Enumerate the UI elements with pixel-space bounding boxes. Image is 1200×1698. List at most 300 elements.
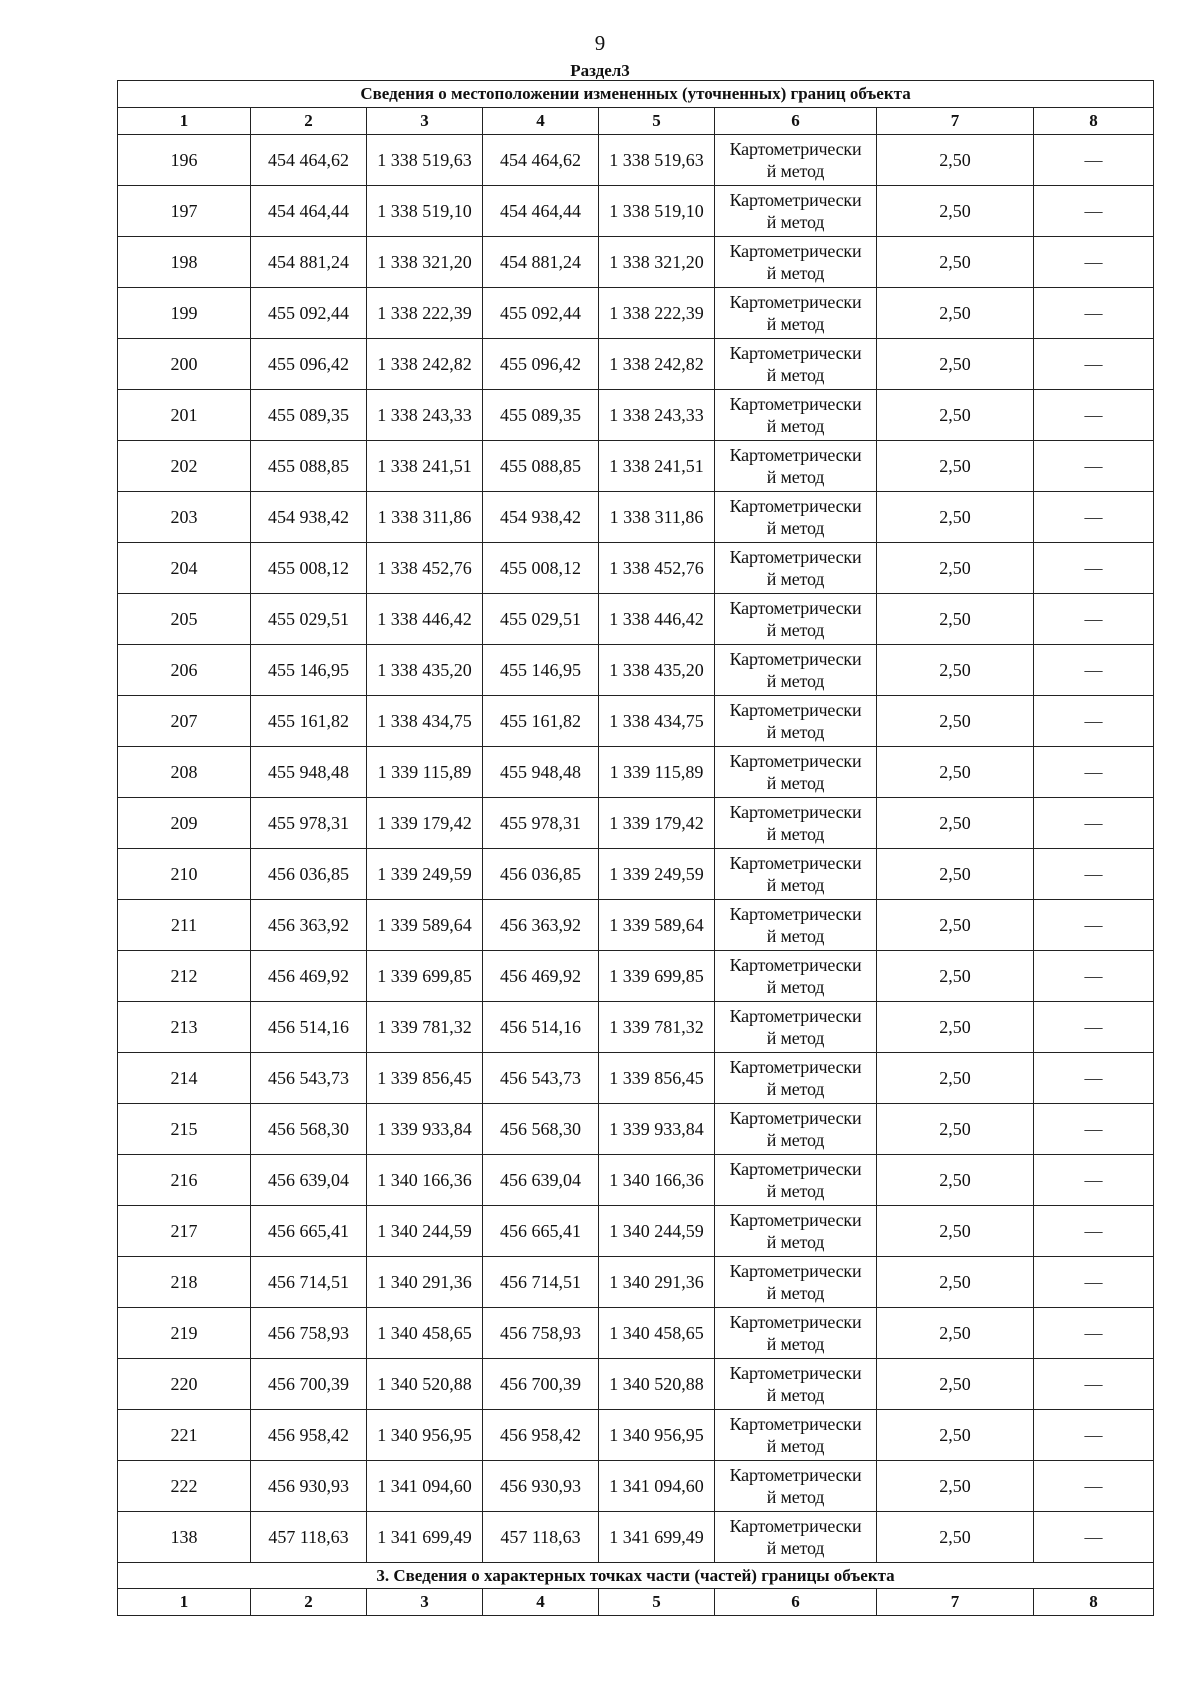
y-coordinate-cell: 1 338 452,76 xyxy=(367,543,483,594)
x-coordinate-new-cell: 455 146,95 xyxy=(483,645,599,696)
column-header: 2 xyxy=(251,1589,367,1616)
accuracy-cell: 2,50 xyxy=(877,1002,1034,1053)
method-cell xyxy=(715,135,877,186)
method-text-line: Картометрически xyxy=(729,190,862,210)
y-coordinate-cell: 1 340 291,36 xyxy=(367,1257,483,1308)
method-cell xyxy=(715,339,877,390)
note-cell: — xyxy=(1034,696,1154,747)
table-row xyxy=(118,1104,1154,1155)
method-text-line: й метод xyxy=(766,1232,825,1252)
x-coordinate-cell: 456 714,51 xyxy=(251,1257,367,1308)
y-coordinate-new-cell: 1 339 249,59 xyxy=(599,849,715,900)
table-row xyxy=(118,594,1154,645)
x-coordinate-new-cell: 455 948,48 xyxy=(483,747,599,798)
method-text-line: Картометрически xyxy=(729,598,862,618)
column-header: 7 xyxy=(877,1589,1034,1616)
method-cell xyxy=(715,1410,877,1461)
y-coordinate-new-cell: 1 340 458,65 xyxy=(599,1308,715,1359)
accuracy-cell: 2,50 xyxy=(877,288,1034,339)
method-text-line: й метод xyxy=(766,1487,825,1507)
point-number-cell: 202 xyxy=(118,441,251,492)
table-row xyxy=(118,849,1154,900)
table-row xyxy=(118,492,1154,543)
column-header: 4 xyxy=(483,1589,599,1616)
point-number-cell: 203 xyxy=(118,492,251,543)
note-cell: — xyxy=(1034,237,1154,288)
y-coordinate-cell: 1 339 856,45 xyxy=(367,1053,483,1104)
x-coordinate-new-cell: 456 758,93 xyxy=(483,1308,599,1359)
table-row xyxy=(118,1053,1154,1104)
method-cell xyxy=(715,390,877,441)
accuracy-cell: 2,50 xyxy=(877,186,1034,237)
x-coordinate-new-cell: 457 118,63 xyxy=(483,1512,599,1563)
note-cell: — xyxy=(1034,1257,1154,1308)
x-coordinate-new-cell: 456 958,42 xyxy=(483,1410,599,1461)
point-number-cell: 207 xyxy=(118,696,251,747)
table-row xyxy=(118,1410,1154,1461)
x-coordinate-cell: 456 958,42 xyxy=(251,1410,367,1461)
method-cell xyxy=(715,441,877,492)
method-text-line: Картометрически xyxy=(729,751,862,771)
y-coordinate-new-cell: 1 340 520,88 xyxy=(599,1359,715,1410)
y-coordinate-cell: 1 339 933,84 xyxy=(367,1104,483,1155)
point-number-cell: 214 xyxy=(118,1053,251,1104)
accuracy-cell: 2,50 xyxy=(877,849,1034,900)
method-text-line: й метод xyxy=(766,1436,825,1456)
subsection-header-row xyxy=(118,1589,1154,1616)
accuracy-cell: 2,50 xyxy=(877,1308,1034,1359)
method-cell xyxy=(715,1257,877,1308)
method-text-line: Картометрически xyxy=(729,955,862,975)
accuracy-cell: 2,50 xyxy=(877,645,1034,696)
note-cell: — xyxy=(1034,543,1154,594)
y-coordinate-new-cell: 1 338 434,75 xyxy=(599,696,715,747)
y-coordinate-new-cell: 1 340 166,36 xyxy=(599,1155,715,1206)
x-coordinate-new-cell: 456 543,73 xyxy=(483,1053,599,1104)
column-header: 6 xyxy=(715,1589,877,1616)
note-cell: — xyxy=(1034,390,1154,441)
point-number-cell: 196 xyxy=(118,135,251,186)
accuracy-cell: 2,50 xyxy=(877,1512,1034,1563)
point-number-cell: 197 xyxy=(118,186,251,237)
accuracy-cell: 2,50 xyxy=(877,543,1034,594)
method-cell xyxy=(715,543,877,594)
note-cell: — xyxy=(1034,1461,1154,1512)
table-row xyxy=(118,186,1154,237)
note-cell: — xyxy=(1034,1308,1154,1359)
x-coordinate-cell: 456 639,04 xyxy=(251,1155,367,1206)
y-coordinate-new-cell: 1 339 781,32 xyxy=(599,1002,715,1053)
point-number-cell: 213 xyxy=(118,1002,251,1053)
y-coordinate-cell: 1 338 446,42 xyxy=(367,594,483,645)
point-number-cell: 220 xyxy=(118,1359,251,1410)
y-coordinate-new-cell: 1 338 242,82 xyxy=(599,339,715,390)
table-row xyxy=(118,1002,1154,1053)
method-text-line: й метод xyxy=(766,161,825,181)
method-text-line: Картометрически xyxy=(729,649,862,669)
note-cell: — xyxy=(1034,900,1154,951)
column-header: 7 xyxy=(877,108,1034,135)
y-coordinate-new-cell: 1 339 856,45 xyxy=(599,1053,715,1104)
note-cell: — xyxy=(1034,594,1154,645)
column-header: 4 xyxy=(483,108,599,135)
note-cell: — xyxy=(1034,1002,1154,1053)
method-text-line: Картометрически xyxy=(729,1108,862,1128)
y-coordinate-cell: 1 338 519,10 xyxy=(367,186,483,237)
method-text-line: й метод xyxy=(766,263,825,283)
method-text-line: Картометрически xyxy=(729,547,862,567)
method-cell xyxy=(715,237,877,288)
note-cell: — xyxy=(1034,1359,1154,1410)
x-coordinate-new-cell: 456 930,93 xyxy=(483,1461,599,1512)
accuracy-cell: 2,50 xyxy=(877,441,1034,492)
y-coordinate-new-cell: 1 339 699,85 xyxy=(599,951,715,1002)
x-coordinate-new-cell: 456 665,41 xyxy=(483,1206,599,1257)
y-coordinate-new-cell: 1 339 933,84 xyxy=(599,1104,715,1155)
y-coordinate-new-cell: 1 339 179,42 xyxy=(599,798,715,849)
y-coordinate-new-cell: 1 340 291,36 xyxy=(599,1257,715,1308)
x-coordinate-cell: 455 948,48 xyxy=(251,747,367,798)
point-number-cell: 208 xyxy=(118,747,251,798)
x-coordinate-cell: 455 029,51 xyxy=(251,594,367,645)
method-text-line: Картометрически xyxy=(729,1057,862,1077)
method-cell xyxy=(715,186,877,237)
accuracy-cell: 2,50 xyxy=(877,900,1034,951)
table-row xyxy=(118,390,1154,441)
y-coordinate-cell: 1 338 222,39 xyxy=(367,288,483,339)
x-coordinate-new-cell: 456 700,39 xyxy=(483,1359,599,1410)
method-cell xyxy=(715,1155,877,1206)
table-row xyxy=(118,543,1154,594)
point-number-cell: 138 xyxy=(118,1512,251,1563)
x-coordinate-cell: 456 700,39 xyxy=(251,1359,367,1410)
x-coordinate-new-cell: 455 092,44 xyxy=(483,288,599,339)
x-coordinate-cell: 454 938,42 xyxy=(251,492,367,543)
accuracy-cell: 2,50 xyxy=(877,390,1034,441)
y-coordinate-cell: 1 339 589,64 xyxy=(367,900,483,951)
column-header: 5 xyxy=(599,108,715,135)
table-row xyxy=(118,1257,1154,1308)
x-coordinate-new-cell: 456 363,92 xyxy=(483,900,599,951)
method-cell xyxy=(715,645,877,696)
accuracy-cell: 2,50 xyxy=(877,1206,1034,1257)
method-text-line: Картометрически xyxy=(729,904,862,924)
note-cell: — xyxy=(1034,747,1154,798)
table-row xyxy=(118,645,1154,696)
x-coordinate-new-cell: 455 008,12 xyxy=(483,543,599,594)
y-coordinate-cell: 1 339 179,42 xyxy=(367,798,483,849)
x-coordinate-new-cell: 454 938,42 xyxy=(483,492,599,543)
accuracy-cell: 2,50 xyxy=(877,492,1034,543)
method-text-line: й метод xyxy=(766,722,825,742)
accuracy-cell: 2,50 xyxy=(877,798,1034,849)
table-row xyxy=(118,1512,1154,1563)
y-coordinate-cell: 1 338 434,75 xyxy=(367,696,483,747)
column-header: 2 xyxy=(251,108,367,135)
y-coordinate-cell: 1 340 956,95 xyxy=(367,1410,483,1461)
table-title: Сведения о местоположении измененных (уточненных) границ объекта xyxy=(118,81,1154,108)
y-coordinate-cell: 1 338 435,20 xyxy=(367,645,483,696)
method-text-line: Картометрически xyxy=(729,853,862,873)
column-header: 3 xyxy=(367,108,483,135)
accuracy-cell: 2,50 xyxy=(877,1257,1034,1308)
point-number-cell: 212 xyxy=(118,951,251,1002)
accuracy-cell: 2,50 xyxy=(877,1410,1034,1461)
point-number-cell: 217 xyxy=(118,1206,251,1257)
note-cell: — xyxy=(1034,441,1154,492)
note-cell: — xyxy=(1034,1512,1154,1563)
method-cell xyxy=(715,1053,877,1104)
y-coordinate-cell: 1 340 520,88 xyxy=(367,1359,483,1410)
method-text-line: й метод xyxy=(766,1385,825,1405)
method-cell xyxy=(715,747,877,798)
x-coordinate-new-cell: 456 639,04 xyxy=(483,1155,599,1206)
note-cell: — xyxy=(1034,645,1154,696)
y-coordinate-new-cell: 1 338 311,86 xyxy=(599,492,715,543)
table-row xyxy=(118,135,1154,186)
note-cell: — xyxy=(1034,849,1154,900)
x-coordinate-cell: 456 514,16 xyxy=(251,1002,367,1053)
method-text-line: й метод xyxy=(766,569,825,589)
method-text-line: й метод xyxy=(766,1130,825,1150)
method-text-line: Картометрически xyxy=(729,1159,862,1179)
method-cell xyxy=(715,1206,877,1257)
x-coordinate-new-cell: 455 161,82 xyxy=(483,696,599,747)
x-coordinate-cell: 456 363,92 xyxy=(251,900,367,951)
x-coordinate-new-cell: 455 978,31 xyxy=(483,798,599,849)
x-coordinate-cell: 457 118,63 xyxy=(251,1512,367,1563)
y-coordinate-cell: 1 340 166,36 xyxy=(367,1155,483,1206)
y-coordinate-new-cell: 1 338 243,33 xyxy=(599,390,715,441)
column-header: 8 xyxy=(1034,1589,1154,1616)
method-cell xyxy=(715,696,877,747)
method-text-line: й метод xyxy=(766,365,825,385)
accuracy-cell: 2,50 xyxy=(877,339,1034,390)
method-cell xyxy=(715,1104,877,1155)
method-text-line: Картометрически xyxy=(729,445,862,465)
point-number-cell: 199 xyxy=(118,288,251,339)
method-text-line: Картометрически xyxy=(729,700,862,720)
x-coordinate-new-cell: 454 881,24 xyxy=(483,237,599,288)
table-row xyxy=(118,339,1154,390)
x-coordinate-cell: 455 088,85 xyxy=(251,441,367,492)
method-text-line: й метод xyxy=(766,314,825,334)
accuracy-cell: 2,50 xyxy=(877,696,1034,747)
x-coordinate-cell: 455 161,82 xyxy=(251,696,367,747)
method-text-line: й метод xyxy=(766,824,825,844)
table-title-row xyxy=(118,81,1154,108)
method-text-line: й метод xyxy=(766,1538,825,1558)
method-text-line: Картометрически xyxy=(729,1210,862,1230)
method-text-line: й метод xyxy=(766,620,825,640)
accuracy-cell: 2,50 xyxy=(877,594,1034,645)
column-header: 6 xyxy=(715,108,877,135)
method-text-line: й метод xyxy=(766,875,825,895)
y-coordinate-cell: 1 338 311,86 xyxy=(367,492,483,543)
table-row xyxy=(118,951,1154,1002)
method-text-line: Картометрически xyxy=(729,496,862,516)
note-cell: — xyxy=(1034,951,1154,1002)
note-cell: — xyxy=(1034,135,1154,186)
x-coordinate-cell: 455 092,44 xyxy=(251,288,367,339)
y-coordinate-cell: 1 338 241,51 xyxy=(367,441,483,492)
method-cell xyxy=(715,1512,877,1563)
method-text-line: Картометрически xyxy=(729,292,862,312)
x-coordinate-new-cell: 455 088,85 xyxy=(483,441,599,492)
method-text-line: Картометрически xyxy=(729,1465,862,1485)
x-coordinate-cell: 456 568,30 xyxy=(251,1104,367,1155)
accuracy-cell: 2,50 xyxy=(877,1359,1034,1410)
table-row xyxy=(118,237,1154,288)
x-coordinate-cell: 456 758,93 xyxy=(251,1308,367,1359)
point-number-cell: 222 xyxy=(118,1461,251,1512)
note-cell: — xyxy=(1034,339,1154,390)
method-text-line: Картометрически xyxy=(729,1414,862,1434)
table-row xyxy=(118,288,1154,339)
method-cell xyxy=(715,1359,877,1410)
accuracy-cell: 2,50 xyxy=(877,237,1034,288)
x-coordinate-new-cell: 454 464,62 xyxy=(483,135,599,186)
x-coordinate-cell: 456 665,41 xyxy=(251,1206,367,1257)
y-coordinate-new-cell: 1 338 435,20 xyxy=(599,645,715,696)
method-text-line: Картометрически xyxy=(729,1312,862,1332)
column-header: 3 xyxy=(367,1589,483,1616)
table-row xyxy=(118,747,1154,798)
method-text-line: й метод xyxy=(766,1181,825,1201)
method-text-line: й метод xyxy=(766,977,825,997)
accuracy-cell: 2,50 xyxy=(877,135,1034,186)
method-text-line: Картометрически xyxy=(729,1363,862,1383)
table-row xyxy=(118,696,1154,747)
y-coordinate-new-cell: 1 338 452,76 xyxy=(599,543,715,594)
method-text-line: й метод xyxy=(766,416,825,436)
method-text-line: й метод xyxy=(766,1334,825,1354)
y-coordinate-new-cell: 1 341 699,49 xyxy=(599,1512,715,1563)
point-number-cell: 210 xyxy=(118,849,251,900)
method-cell xyxy=(715,1002,877,1053)
column-header: 1 xyxy=(118,1589,251,1616)
method-cell xyxy=(715,951,877,1002)
point-number-cell: 209 xyxy=(118,798,251,849)
y-coordinate-new-cell: 1 340 956,95 xyxy=(599,1410,715,1461)
accuracy-cell: 2,50 xyxy=(877,951,1034,1002)
table-row xyxy=(118,1461,1154,1512)
method-text-line: й метод xyxy=(766,671,825,691)
section-label: Раздел3 xyxy=(570,61,630,80)
method-text-line: й метод xyxy=(766,926,825,946)
subsection-title: 3. Сведения о характерных точках части (частей) границы объекта xyxy=(118,1563,1154,1589)
point-number-cell: 218 xyxy=(118,1257,251,1308)
table-header-row xyxy=(118,108,1154,135)
y-coordinate-new-cell: 1 338 519,63 xyxy=(599,135,715,186)
method-text-line: й метод xyxy=(766,773,825,793)
y-coordinate-new-cell: 1 339 589,64 xyxy=(599,900,715,951)
method-cell xyxy=(715,1461,877,1512)
point-number-cell: 206 xyxy=(118,645,251,696)
method-text-line: Картометрически xyxy=(729,802,862,822)
table-row xyxy=(118,441,1154,492)
subsection-title-row xyxy=(118,1563,1154,1589)
y-coordinate-new-cell: 1 339 115,89 xyxy=(599,747,715,798)
method-text-line: Картометрически xyxy=(729,241,862,261)
column-header: 1 xyxy=(118,108,251,135)
note-cell: — xyxy=(1034,288,1154,339)
method-cell xyxy=(715,492,877,543)
method-text-line: й метод xyxy=(766,1079,825,1099)
method-text-line: й метод xyxy=(766,1028,825,1048)
y-coordinate-cell: 1 338 243,33 xyxy=(367,390,483,441)
y-coordinate-new-cell: 1 338 321,20 xyxy=(599,237,715,288)
x-coordinate-new-cell: 455 089,35 xyxy=(483,390,599,441)
point-number-cell: 216 xyxy=(118,1155,251,1206)
method-cell xyxy=(715,1308,877,1359)
x-coordinate-cell: 454 464,62 xyxy=(251,135,367,186)
x-coordinate-cell: 454 464,44 xyxy=(251,186,367,237)
table-row xyxy=(118,1155,1154,1206)
accuracy-cell: 2,50 xyxy=(877,747,1034,798)
x-coordinate-cell: 456 930,93 xyxy=(251,1461,367,1512)
note-cell: — xyxy=(1034,1053,1154,1104)
point-number-cell: 219 xyxy=(118,1308,251,1359)
x-coordinate-new-cell: 454 464,44 xyxy=(483,186,599,237)
x-coordinate-cell: 455 096,42 xyxy=(251,339,367,390)
note-cell: — xyxy=(1034,492,1154,543)
y-coordinate-cell: 1 339 699,85 xyxy=(367,951,483,1002)
column-header: 8 xyxy=(1034,108,1154,135)
x-coordinate-new-cell: 456 036,85 xyxy=(483,849,599,900)
method-text-line: Картометрически xyxy=(729,394,862,414)
y-coordinate-cell: 1 341 094,60 xyxy=(367,1461,483,1512)
table-row xyxy=(118,1308,1154,1359)
y-coordinate-new-cell: 1 338 519,10 xyxy=(599,186,715,237)
point-number-cell: 205 xyxy=(118,594,251,645)
y-coordinate-new-cell: 1 338 222,39 xyxy=(599,288,715,339)
accuracy-cell: 2,50 xyxy=(877,1104,1034,1155)
x-coordinate-cell: 456 543,73 xyxy=(251,1053,367,1104)
method-text-line: Картометрически xyxy=(729,1006,862,1026)
y-coordinate-cell: 1 338 321,20 xyxy=(367,237,483,288)
column-header: 5 xyxy=(599,1589,715,1616)
point-number-cell: 204 xyxy=(118,543,251,594)
x-coordinate-cell: 456 036,85 xyxy=(251,849,367,900)
y-coordinate-new-cell: 1 338 446,42 xyxy=(599,594,715,645)
method-text-line: Картометрически xyxy=(729,343,862,363)
method-cell xyxy=(715,900,877,951)
x-coordinate-cell: 455 089,35 xyxy=(251,390,367,441)
x-coordinate-new-cell: 455 029,51 xyxy=(483,594,599,645)
y-coordinate-new-cell: 1 340 244,59 xyxy=(599,1206,715,1257)
accuracy-cell: 2,50 xyxy=(877,1053,1034,1104)
point-number-cell: 201 xyxy=(118,390,251,441)
x-coordinate-cell: 455 008,12 xyxy=(251,543,367,594)
x-coordinate-new-cell: 456 514,16 xyxy=(483,1002,599,1053)
x-coordinate-cell: 455 146,95 xyxy=(251,645,367,696)
note-cell: — xyxy=(1034,1410,1154,1461)
table-row xyxy=(118,900,1154,951)
method-cell xyxy=(715,594,877,645)
x-coordinate-cell: 455 978,31 xyxy=(251,798,367,849)
note-cell: — xyxy=(1034,1104,1154,1155)
method-text-line: й метод xyxy=(766,212,825,232)
x-coordinate-new-cell: 456 469,92 xyxy=(483,951,599,1002)
coordinates-table xyxy=(117,80,1154,1616)
point-number-cell: 200 xyxy=(118,339,251,390)
y-coordinate-cell: 1 339 781,32 xyxy=(367,1002,483,1053)
y-coordinate-cell: 1 339 115,89 xyxy=(367,747,483,798)
note-cell: — xyxy=(1034,1206,1154,1257)
point-number-cell: 215 xyxy=(118,1104,251,1155)
point-number-cell: 198 xyxy=(118,237,251,288)
